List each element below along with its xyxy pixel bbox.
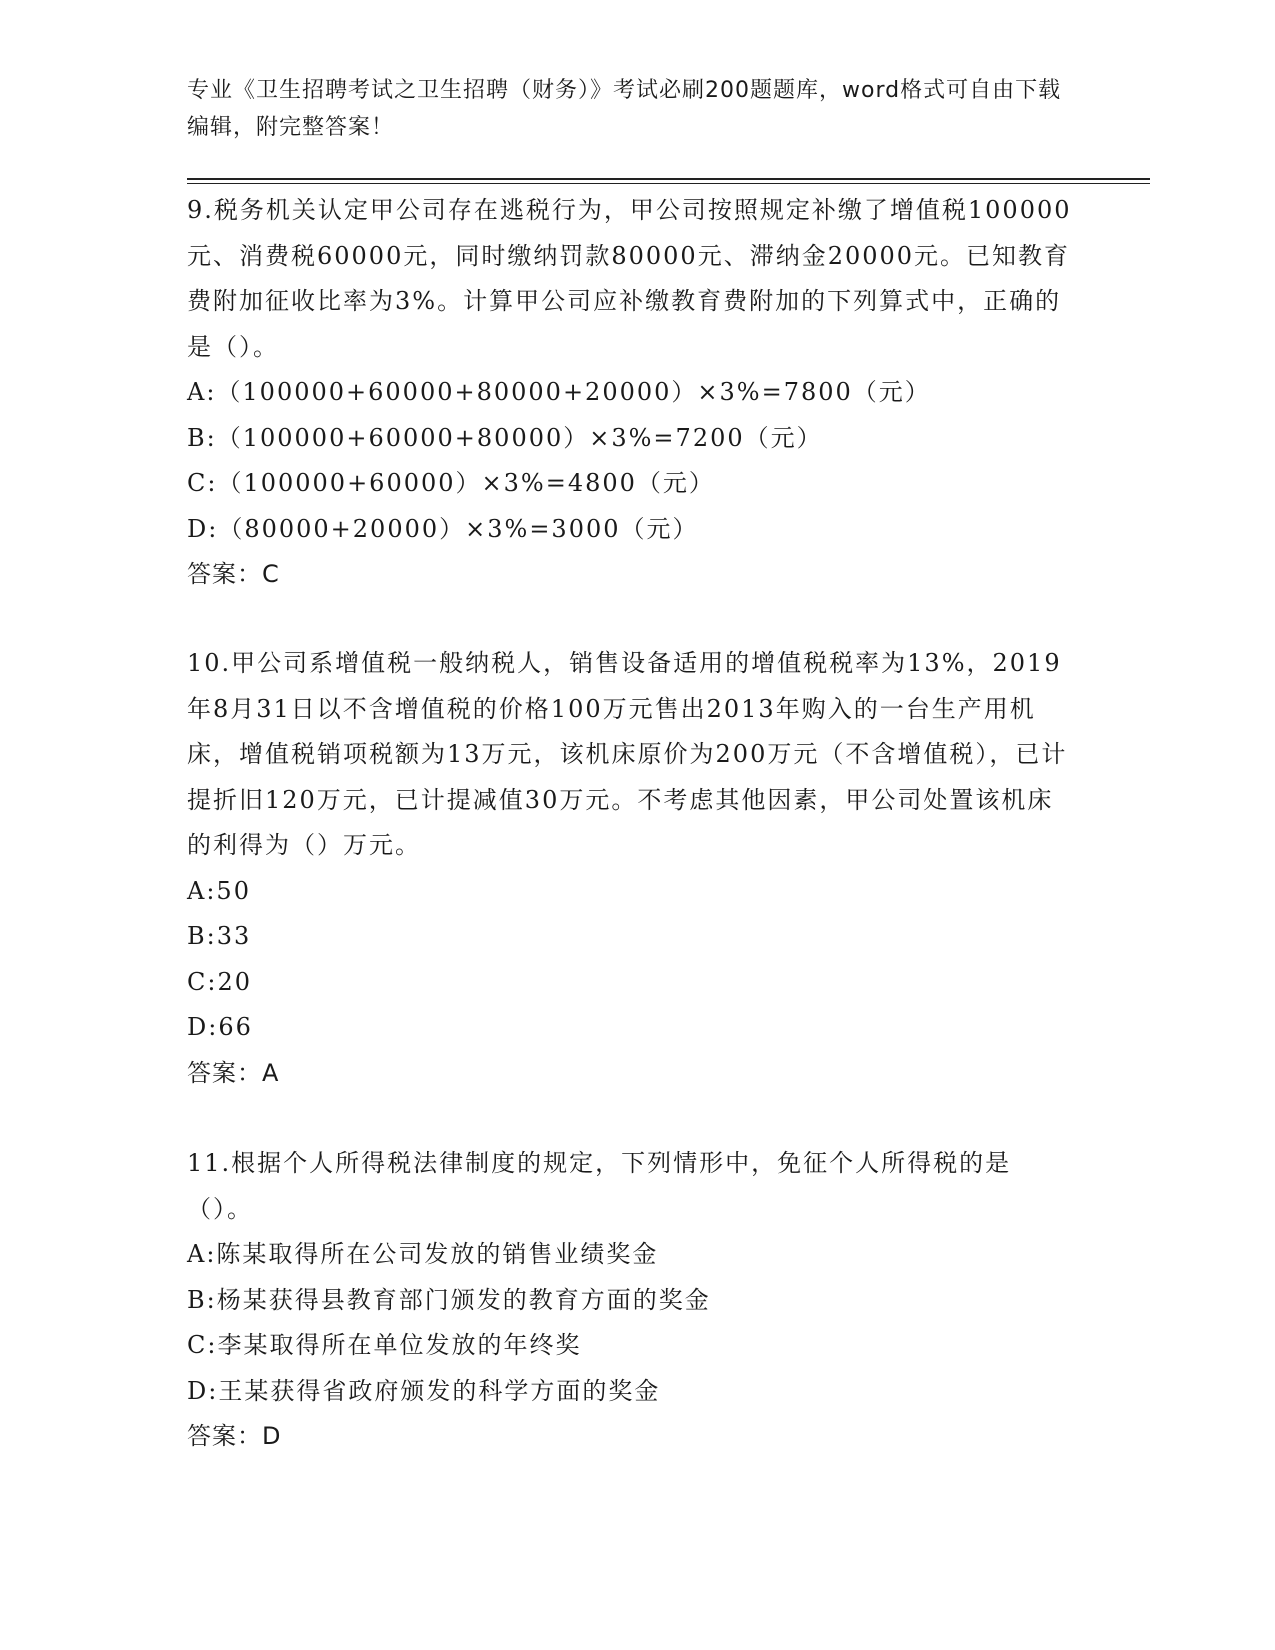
option-c: C:（100000+60000）×3%=4800（元）	[187, 469, 715, 497]
option-b: B:杨某获得县教育部门颁发的教育方面的奖金	[187, 1285, 711, 1314]
answer: 答案：C	[187, 560, 280, 588]
option-c: C:20	[187, 967, 252, 996]
header-divider-thin	[187, 183, 1150, 184]
option-d: D:王某获得省政府颁发的科学方面的奖金	[187, 1376, 661, 1405]
question-stem: 11.根据个人所得税法律制度的规定，下列情形中，免征个人所得税的是（）。	[187, 1149, 1012, 1223]
option-d: D:66	[187, 1013, 253, 1041]
option-a: A:50	[187, 876, 251, 905]
document-header	[187, 72, 1067, 146]
header-divider-thick	[187, 178, 1150, 180]
option-a: A:（100000+60000+80000+20000）×3%=7800（元）	[187, 378, 931, 406]
question-stem: 10.甲公司系增值税一般纳税人，销售设备适用的增值税税率为13%，2019年8月31日以不含增值税的价格100万元售出2013年购入的一台生产用机床，增值税销项税额为13万元，该机床原价为200万元（不含增值税），已计提折旧120万元，已计提减值30万元。不考虑其他因素，甲公司处置该机床的利得为（）万元。	[187, 649, 1068, 859]
answer: 答案：D	[187, 1422, 282, 1450]
option-c: C:李某取得所在单位发放的年终奖	[187, 1331, 582, 1359]
option-a: A:陈某取得所在公司发放的销售业绩奖金	[187, 1240, 659, 1268]
option-d: D:（80000+20000）×3%=3000（元）	[187, 514, 699, 543]
option-b: B:33	[187, 922, 252, 950]
answer: 答案：A	[187, 1058, 280, 1087]
question-9	[187, 188, 1077, 598]
header-text: 专业《卫生招聘考试之卫生招聘（财务）》考试必刷200题题库，word格式可自由下载编辑，附完整答案！	[187, 78, 1062, 140]
question-10	[187, 641, 1077, 1096]
option-b: B:（100000+60000+80000）×3%=7200（元）	[187, 423, 823, 452]
question-11	[187, 1141, 1077, 1460]
question-stem: 9.税务机关认定甲公司存在逃税行为，甲公司按照规定补缴了增值税100000元、消费税60000元，同时缴纳罚款80000元、滞纳金20000元。已知教育费附加征收比率为3%。计算甲公司应补缴教育费附加的下列算式中，正确的是（）。	[187, 196, 1072, 361]
